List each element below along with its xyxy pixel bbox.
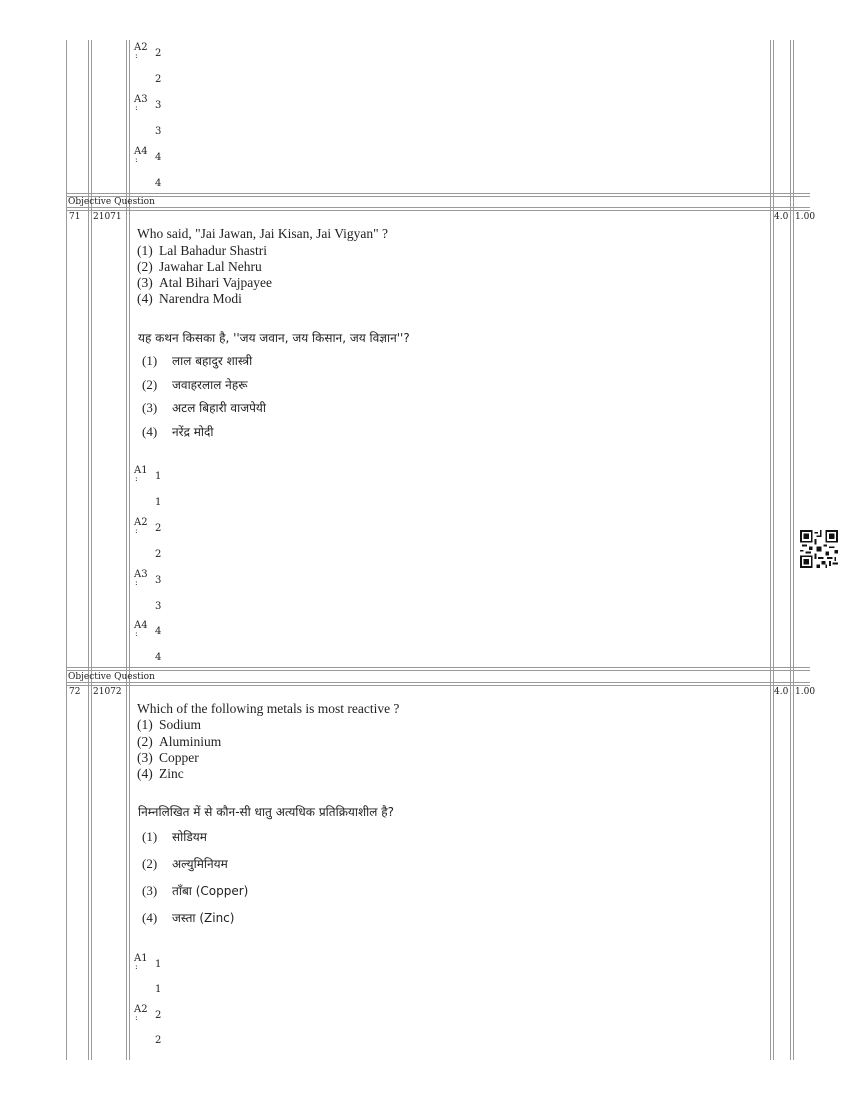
answer-sub-value: 2 xyxy=(155,1035,162,1046)
option-label: A2 : xyxy=(134,42,148,60)
english-option: (4) Zinc xyxy=(137,766,184,781)
answer-value: 2 xyxy=(155,523,162,534)
answer-sub-value: 3 xyxy=(155,601,162,612)
question-text-english: Which of the following metals is most reactive ? xyxy=(137,701,400,716)
answer-label: A2 : xyxy=(134,1004,148,1022)
answer-value: 1 xyxy=(155,471,162,482)
grid-line xyxy=(66,196,810,197)
answer-label: A3 : xyxy=(134,569,148,587)
option-value: 4 xyxy=(155,152,162,163)
answer-label: A1 : xyxy=(134,953,148,971)
answer-value: 4 xyxy=(155,626,162,637)
grid-line xyxy=(66,667,810,668)
grid-line xyxy=(66,685,810,686)
answer-label: A1 : xyxy=(134,465,148,483)
grid-line xyxy=(66,210,810,211)
hindi-option: (1) लाल बहादुर शास्त्री xyxy=(142,353,253,368)
hindi-option: (3) अटल बिहारी वाजपेयी xyxy=(142,400,267,415)
question-text-hindi: निम्नलिखित में से कौन-सी धातु अत्यधिक प्रतिक्रियाशील है? xyxy=(138,805,394,819)
english-option: (3) Atal Bihari Vajpayee xyxy=(137,275,272,290)
answer-value: 1 xyxy=(155,959,162,970)
question-text-hindi: यह कथन किसका है, ''जय जवान, जय किसान, जय विज्ञान''? xyxy=(138,331,410,345)
english-option: (2) Aluminium xyxy=(137,734,222,749)
answer-sub-value: 2 xyxy=(155,549,162,560)
grid-line xyxy=(66,682,810,683)
option-label: A3 : xyxy=(134,94,148,112)
hindi-option: (2) जवाहरलाल नेहरू xyxy=(142,377,248,392)
grid-line xyxy=(66,193,810,194)
option-value: 2 xyxy=(155,48,162,59)
option-sub-value: 2 xyxy=(155,74,162,85)
hindi-option: (1) सोडियम xyxy=(142,829,207,844)
hindi-option: (4) नरेंद्र मोदी xyxy=(142,424,214,439)
question-marks: 4.0 xyxy=(774,212,789,222)
option-value: 3 xyxy=(155,100,162,111)
english-option: (4) Narendra Modi xyxy=(137,291,242,306)
option-label: A4 : xyxy=(134,146,148,164)
question-number: 71 xyxy=(69,212,81,222)
question-number: 72 xyxy=(69,687,81,697)
answer-sub-value: 4 xyxy=(155,652,162,663)
english-option: (1) Lal Bahadur Shastri xyxy=(137,243,267,258)
english-option: (1) Sodium xyxy=(137,717,202,732)
answer-label: A2 : xyxy=(134,517,148,535)
answer-label: A4 : xyxy=(134,620,148,638)
english-option: (3) Copper xyxy=(137,750,199,765)
option-sub-value: 3 xyxy=(155,126,162,137)
english-option: (2) Jawahar Lal Nehru xyxy=(137,259,262,274)
answer-value: 3 xyxy=(155,575,162,586)
question-marks: 4.0 xyxy=(774,687,789,697)
question-text-english: Who said, "Jai Jawan, Jai Kisan, Jai Vigyan" ? xyxy=(137,226,389,241)
qr-code-icon xyxy=(800,530,838,568)
answer-sub-value: 1 xyxy=(155,984,162,995)
question-id: 21072 xyxy=(93,687,122,697)
answer-sub-value: 1 xyxy=(155,497,162,508)
question-negative-marks: 1.00 xyxy=(795,212,816,222)
question-negative-marks: 1.00 xyxy=(795,687,816,697)
grid-line xyxy=(66,670,810,671)
answer-value: 2 xyxy=(155,1010,162,1021)
question-id: 21071 xyxy=(93,212,122,222)
option-sub-value: 4 xyxy=(155,178,162,189)
section-label: Objective Question xyxy=(68,197,155,207)
hindi-option: (4) जस्ता (Zinc) xyxy=(142,910,235,925)
hindi-option: (2) अल्युमिनियम xyxy=(142,856,228,871)
hindi-option: (3) ताँबा (Copper) xyxy=(142,883,249,898)
grid-line xyxy=(66,207,810,208)
section-label: Objective Question xyxy=(68,672,155,682)
